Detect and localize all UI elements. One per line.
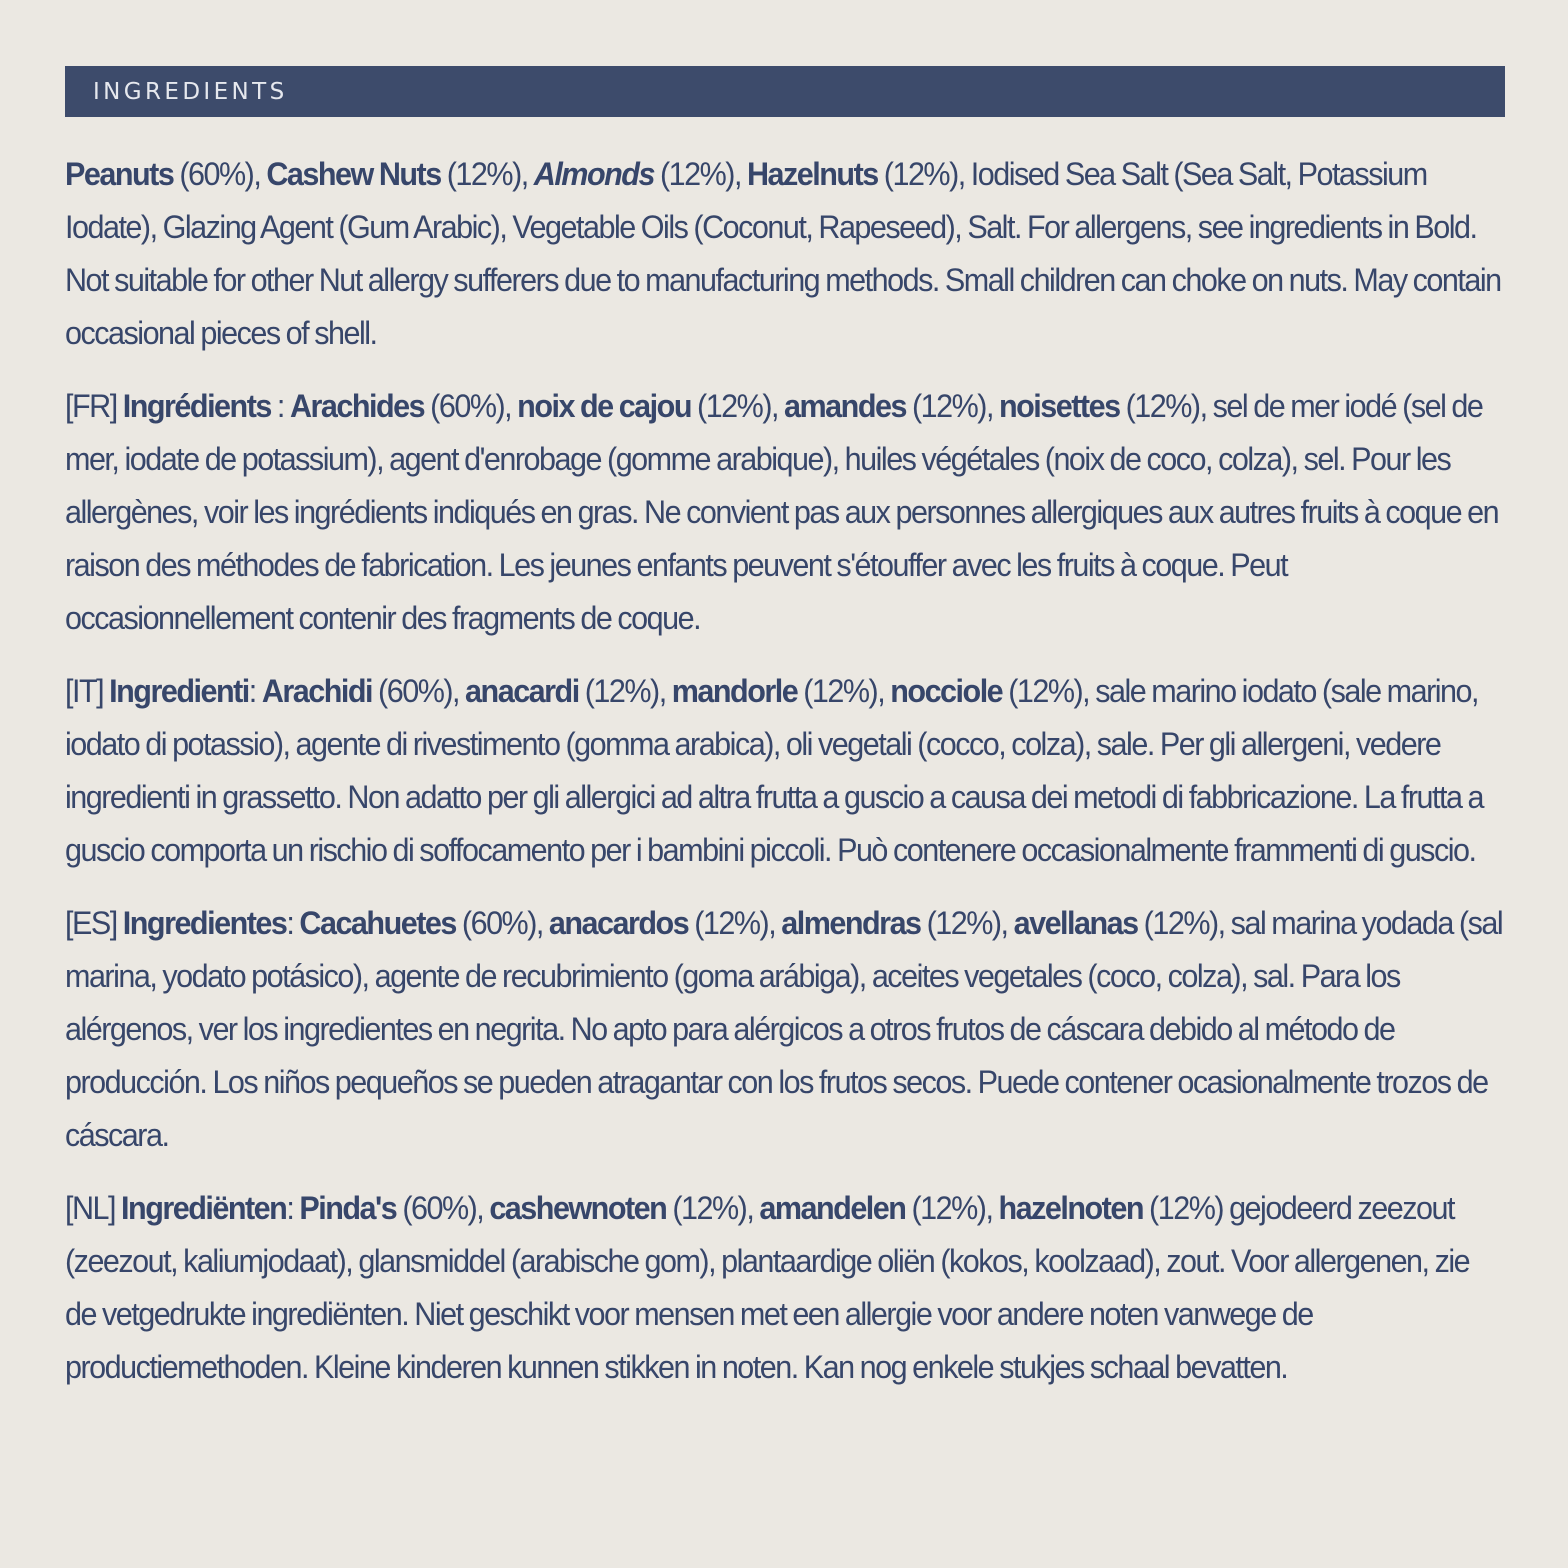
ingredient-text: (12%), [666, 1190, 760, 1226]
ingredient-text: : [270, 388, 290, 424]
ingredient-allergen: amandelen [759, 1190, 906, 1226]
ingredient-text: [ES] [65, 905, 123, 941]
ingredient-allergen: Arachides [289, 388, 425, 424]
ingredient-text: : [248, 673, 262, 709]
ingredients-paragraph-en [65, 148, 1503, 360]
ingredient-text: (12%), [653, 156, 747, 192]
ingredient-text: [FR] [65, 388, 123, 424]
ingredient-allergen: Hazelnuts [746, 156, 878, 192]
ingredient-text: [IT] [65, 673, 110, 709]
section-title: INGREDIENTS [93, 78, 288, 105]
ingredient-allergen: noisettes [998, 388, 1120, 424]
ingredient-allergen: nocciole [890, 673, 1003, 709]
ingredient-text: (12%), [920, 905, 1014, 941]
ingredient-text: (60%), [455, 905, 549, 941]
ingredient-allergen: cashewnoten [489, 1190, 667, 1226]
ingredient-text: (60%), [372, 673, 466, 709]
ingredient-text: (12%), sel de mer iodé (sel de mer, iodate de potassium), agent d'enrobage (gomme arabique), huiles végétales (noix de coco, colza), sel. Pour les allergènes, voir les ingrédients indiqués en gras. Ne convient pas aux personnes allergiques aux autres fruits à coque en raison des méthodes de fabrication. Les jeunes enfants peuvent s'étouffer avec les fruits à coque. Peut occasionnellement contenir des fragments de coque. [65, 388, 1499, 636]
ingredient-allergen: Ingredientes [122, 905, 287, 941]
ingredient-text: : [286, 905, 300, 941]
ingredient-allergen: Cashew Nuts [266, 156, 441, 192]
ingredient-text: [NL] [65, 1190, 122, 1226]
ingredient-text: (12%), [690, 388, 785, 424]
ingredients-paragraph-nl [65, 1182, 1503, 1394]
ingredient-text: (12%), sale marino iodato (sale marino, iodato di potassio), agente di rivestimento (gomma arabica), oli vegetali (cocco, colza), sale. Per gli allergeni, vedere ingredienti in grassetto. Non adatto per gli allergici ad altra frutta a guscio a causa dei metodi di fabbricazione. La frutta a guscio comporta un rischio di soffocamento per i bambini piccoli. Può contenere occasionalmente frammenti di guscio. [65, 673, 1484, 868]
ingredient-allergen: Cacahuetes [299, 905, 456, 941]
ingredient-text: (12%), [440, 156, 534, 192]
ingredient-text: (12%), [688, 905, 782, 941]
ingredient-allergen: noix de cajou [517, 388, 691, 424]
ingredient-allergen: Ingredienti [109, 673, 249, 709]
ingredient-allergen: Arachidi [261, 673, 373, 709]
ingredient-allergen: mandorle [671, 673, 798, 709]
ingredient-text: (12%), sal marina yodada (sal marina, yodato potásico), agente de recubrimiento (goma arábiga), aceites vegetales (coco, colza), sal. Para los alérgenos, ver los ingredientes en negrita. No apto para alérgicos a otros frutos de cáscara debido al método de producción. Los niños pequeños se pueden atragantar con los frutos secos. Puede contener ocasionalmente trozos de cáscara. [65, 905, 1503, 1153]
ingredients-paragraph-it [65, 665, 1503, 877]
ingredients-paragraph-es [65, 897, 1503, 1162]
ingredient-allergen: Almonds [533, 156, 654, 192]
ingredient-allergen: anacardi [465, 673, 579, 709]
ingredients-content [65, 148, 1503, 1414]
ingredient-text: (12%), [905, 388, 999, 424]
ingredient-allergen: avellanas [1013, 905, 1138, 941]
ingredient-text: (12%), [905, 1190, 999, 1226]
ingredient-allergen: almendras [781, 905, 921, 941]
ingredient-text: (12%), [578, 673, 672, 709]
ingredient-text: (60%), [173, 156, 267, 192]
ingredient-text: (60%), [396, 1190, 490, 1226]
ingredient-text: (12%), Iodised Sea Salt (Sea Salt, Potassium Iodate), Glazing Agent (Gum Arabic), Vegetable Oils (Coconut, Rapeseed), Salt. For allergens, see ingredients in Bold. Not suitable for other Nut allergy sufferers due to manufacturing methods. Small children can choke on nuts. May contain occasional pieces of shell. [65, 156, 1501, 351]
ingredients-paragraph-fr [65, 380, 1503, 645]
ingredient-allergen: Ingrédients [122, 388, 271, 424]
ingredient-text: (12%), [797, 673, 891, 709]
ingredient-allergen: Pinda's [299, 1190, 397, 1226]
ingredient-allergen: hazelnoten [998, 1190, 1144, 1226]
ingredient-text: (60%), [424, 388, 518, 424]
ingredient-allergen: anacardos [548, 905, 689, 941]
ingredient-text: (12%) gejodeerd zeezout (zeezout, kaliumjodaat), glansmiddel (arabische gom), plantaardige oliën (kokos, koolzaad), zout. Voor allergenen, zie de vetgedrukte ingrediënten. Niet geschikt voor mensen met een allergie voor andere noten vanwege de productiemethoden. Kleine kinderen kunnen stikken in noten. Kan nog enkele stukjes schaal bevatten. [65, 1190, 1470, 1385]
ingredient-allergen: Ingrediënten [121, 1190, 287, 1226]
ingredient-allergen: amandes [784, 388, 906, 424]
ingredients-header-bar [65, 66, 1505, 117]
ingredient-text: : [286, 1190, 300, 1226]
ingredient-allergen: Peanuts [65, 156, 174, 192]
